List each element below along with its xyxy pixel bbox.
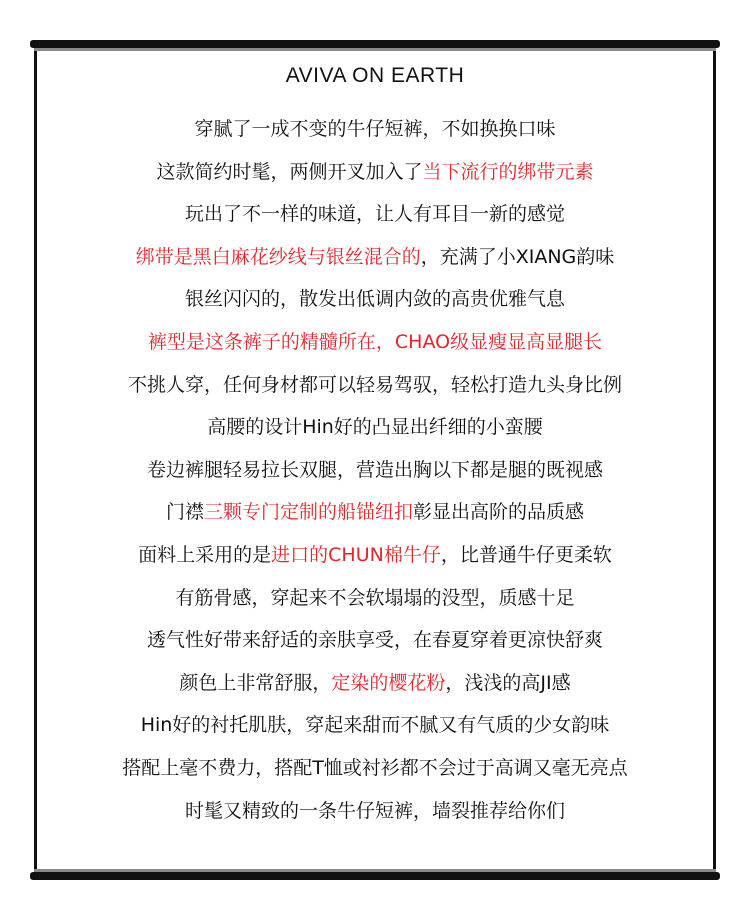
line-text: 这款简约时髦，两侧开叉加入了: [156, 160, 423, 183]
text-line: [0, 240, 750, 283]
text-line: [0, 112, 750, 155]
line-text: 有筋骨感，穿起来不会软塌塌的没型，质感十足: [175, 586, 575, 609]
top-edge-shadow: [34, 48, 716, 51]
highlighted-text: 三颗专门定制的船锚纽扣: [203, 501, 413, 524]
line-text: ，充满了小XIANG韵味: [420, 245, 615, 268]
line-text: 面料上采用的是: [138, 543, 272, 566]
text-line: [0, 794, 750, 837]
text-line: [0, 197, 750, 240]
line-text: 门襟: [165, 501, 204, 524]
text-line: [0, 666, 750, 709]
top-scroll-edge: [30, 40, 720, 48]
highlighted-text: 进口的CHUN棉牛仔: [271, 543, 441, 566]
line-text: 卷边裤腿轻易拉长双腿，营造出胸以下都是腿的既视感: [146, 458, 603, 481]
line-text: 银丝闪闪的，散发出低调内敛的高贵优雅气息: [184, 288, 565, 311]
line-text: 时髦又精致的一条牛仔短裤，墙裂推荐给你们: [184, 799, 565, 822]
text-line: [0, 495, 750, 538]
text-line: [0, 708, 750, 751]
text-line: [0, 368, 750, 411]
text-line: [0, 325, 750, 368]
text-line: [0, 751, 750, 794]
text-line: [0, 155, 750, 198]
line-text: ，比普通牛仔更柔软: [440, 543, 612, 566]
text-line: [0, 623, 750, 666]
text-line: [0, 453, 750, 496]
text-line: [0, 581, 750, 624]
line-text: ，浅浅的高JI感: [445, 671, 571, 694]
line-text: 穿腻了一成不变的牛仔短裤，不如换换口味: [194, 118, 556, 140]
document-title: AVIVA ON EARTH: [285, 64, 465, 87]
line-text: 高腰的设计Hin好的凸显出纤细的小蛮腰: [207, 416, 543, 439]
line-text: 透气性好带来舒适的亲肤享受，在春夏穿着更凉快舒爽: [146, 629, 603, 652]
line-text: 搭配上毫不费力，搭配T恤或衬衫都不会过于高调又毫无亮点: [122, 756, 628, 779]
text-line: [0, 538, 750, 581]
highlighted-text: 当下流行的绑带元素: [422, 160, 594, 183]
line-text: Hin好的衬托肌肤，穿起来甜而不腻又有气质的少女韵味: [140, 714, 610, 737]
highlighted-text: 绑带是黑白麻花纱线与银丝混合的: [135, 245, 421, 268]
text-line: [0, 410, 750, 453]
text-line: [0, 282, 750, 325]
line-text: 玩出了不一样的味道，让人有耳目一新的感觉: [184, 203, 565, 226]
highlighted-text: 定染的樱花粉: [331, 671, 446, 694]
bottom-scroll-edge: [30, 872, 720, 880]
description-lines: [0, 112, 750, 836]
line-text: 彰显出高阶的品质感: [413, 501, 585, 524]
bottom-edge-shadow: [34, 869, 716, 872]
line-text: 颜色上非常舒服，: [179, 671, 332, 694]
line-text: 不挑人穿，任何身材都可以轻易驾驭，轻松打造九头身比例: [127, 373, 622, 396]
highlighted-text: 裤型是这条裤子的精髓所在，CHAO级显瘦显高显腿长: [147, 330, 603, 353]
